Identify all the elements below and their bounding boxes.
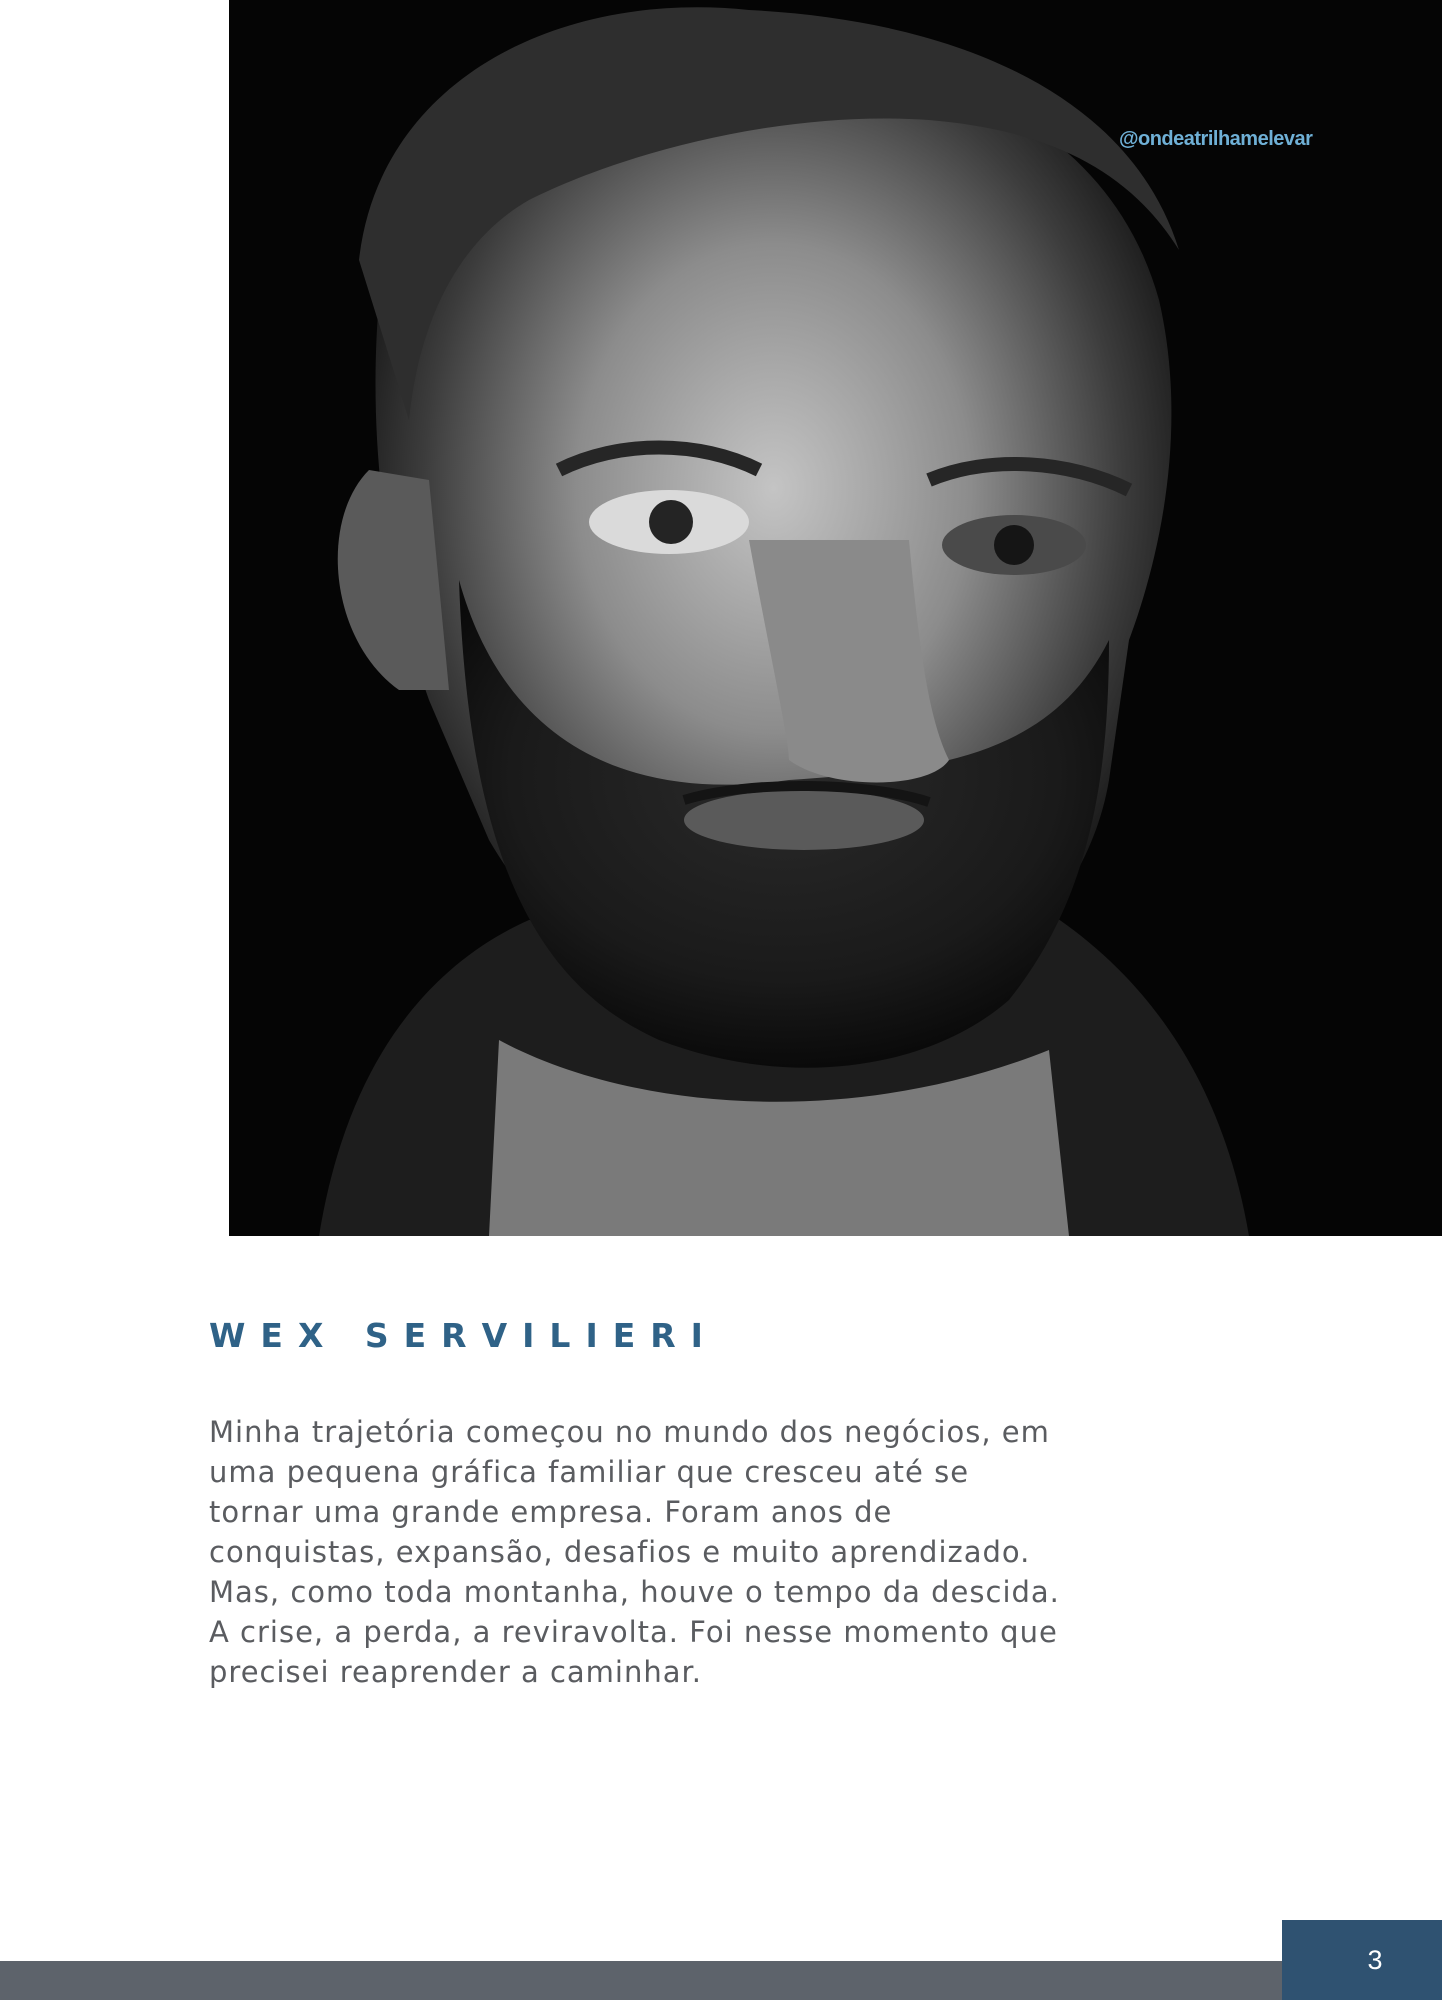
instagram-handle-watermark: @ondeatrilhamelevar: [1119, 128, 1313, 150]
bio-line: A crise, a perda, a reviravolta. Foi nesse momento que: [209, 1615, 1058, 1649]
portrait-photo: [229, 0, 1442, 1236]
footer-bar: [0, 1961, 1442, 2000]
page-number: 3: [1367, 1945, 1383, 1975]
bio-line: tornar uma grande empresa. Foram anos de: [209, 1495, 893, 1529]
page-number-box: [1282, 1920, 1442, 2000]
bio-line: precisei reaprender a caminhar.: [209, 1655, 702, 1689]
bio-line: Mas, como toda montanha, houve o tempo da descida.: [209, 1575, 1060, 1609]
bio-line: uma pequena gráfica familiar que cresceu até se: [209, 1455, 970, 1489]
bio-line: Minha trajetória começou no mundo dos negócios, em: [209, 1415, 1050, 1449]
biography-text: [209, 1412, 1109, 1692]
person-name: WEX SERVILIERI: [209, 1316, 718, 1355]
portrait-illustration: [229, 0, 1442, 1236]
bio-line: conquistas, expansão, desafios e muito aprendizado.: [209, 1535, 1031, 1569]
